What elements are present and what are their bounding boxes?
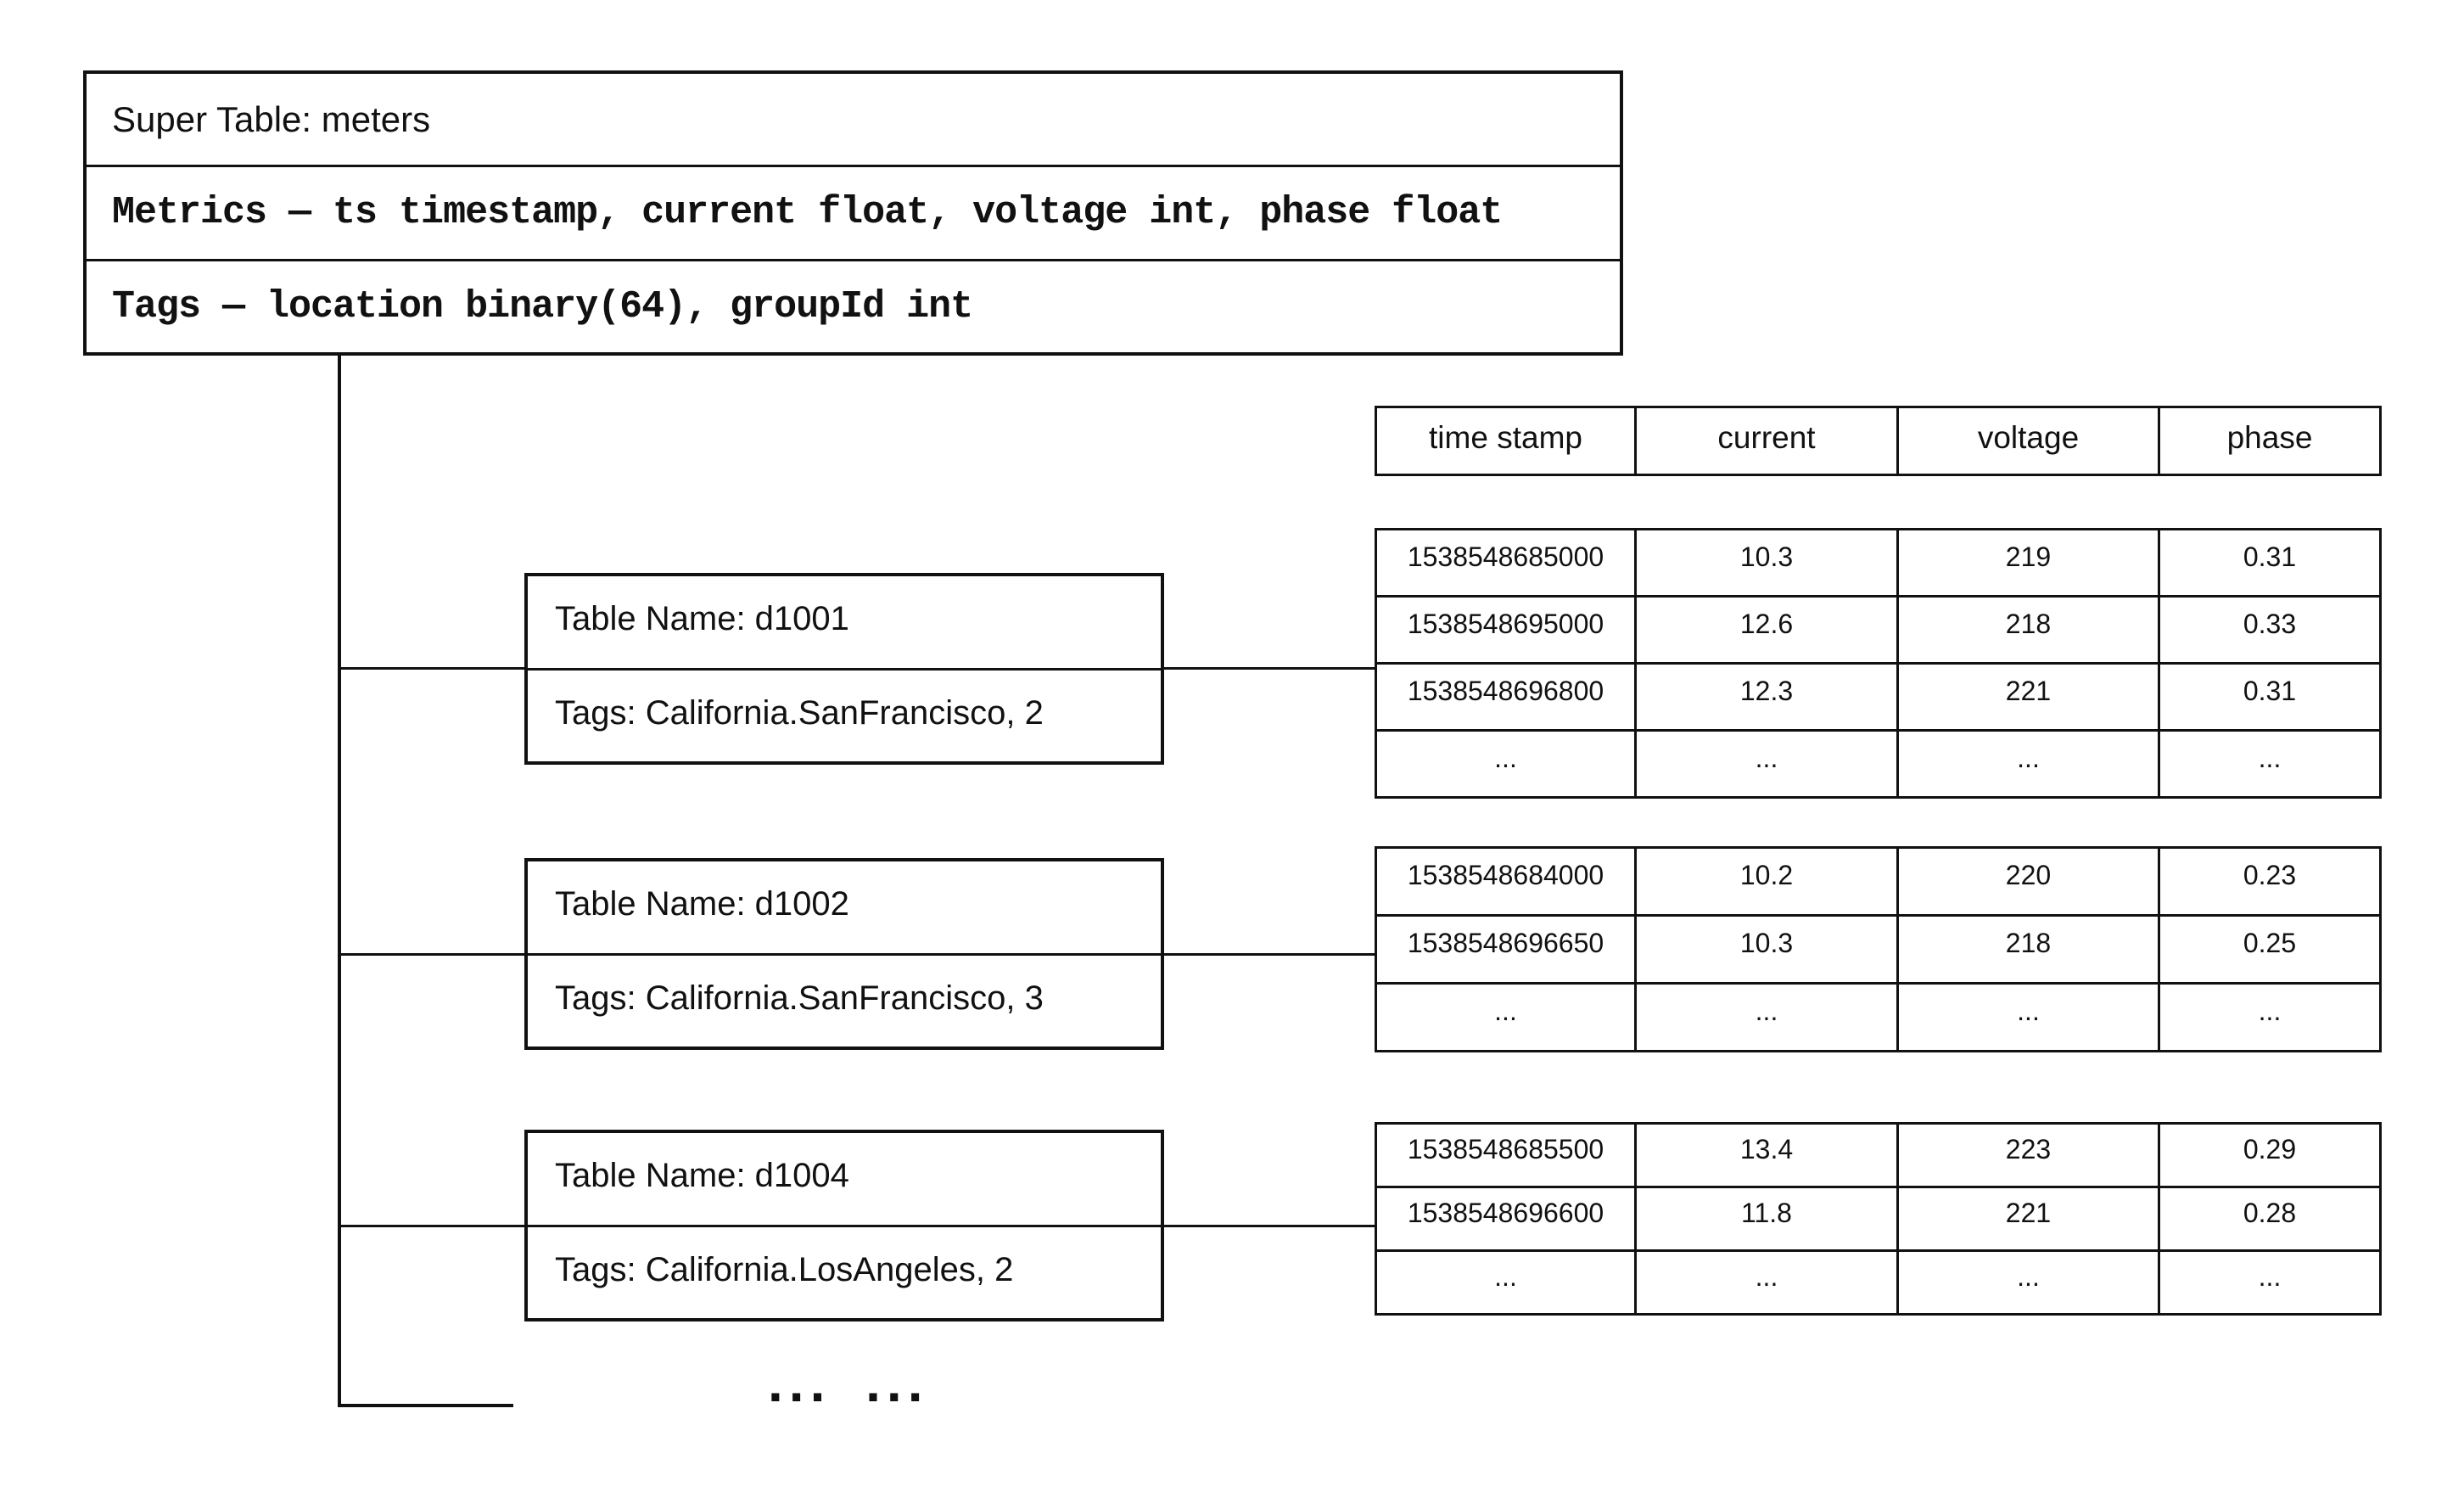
device-box-d1004 bbox=[524, 1130, 1164, 1321]
table-cell: 0.29 bbox=[2159, 1124, 2381, 1187]
device-box-d1002 bbox=[524, 858, 1164, 1050]
trunk-line bbox=[338, 356, 341, 1407]
branch-line-d1001 bbox=[341, 667, 524, 670]
table-cell: ... bbox=[1898, 984, 2159, 1052]
super-table-metrics: Metrics — ts timestamp, current float, voltage int, phase float bbox=[87, 165, 1620, 258]
table-cell: 1538548696800 bbox=[1376, 664, 1636, 731]
connector-line-d1004 bbox=[1164, 1225, 1376, 1227]
table-cell: 13.4 bbox=[1636, 1124, 1898, 1187]
table-cell: 12.3 bbox=[1636, 664, 1898, 731]
table-cell: 221 bbox=[1898, 664, 2159, 731]
device-name-label: Table Name: d1001 bbox=[528, 576, 1161, 671]
table-cell: 10.3 bbox=[1636, 530, 1898, 597]
table-cell: ... bbox=[2159, 731, 2381, 798]
table-row bbox=[1376, 916, 2381, 984]
table-cell: ... bbox=[1376, 731, 1636, 798]
table-row-ellipsis bbox=[1376, 731, 2381, 798]
table-cell: 220 bbox=[1898, 848, 2159, 916]
data-table-d1001 bbox=[1375, 528, 2382, 799]
table-cell: 11.8 bbox=[1636, 1187, 1898, 1251]
table-row bbox=[1376, 664, 2381, 731]
column-header-current: current bbox=[1636, 407, 1898, 475]
table-cell: 0.31 bbox=[2159, 664, 2381, 731]
connector-line-d1001 bbox=[1164, 667, 1376, 670]
branch-line-more-tables bbox=[338, 1404, 513, 1407]
table-cell: ... bbox=[1898, 731, 2159, 798]
branch-line-d1004 bbox=[341, 1225, 524, 1227]
table-cell: 223 bbox=[1898, 1124, 2159, 1187]
data-table-d1002 bbox=[1375, 846, 2382, 1052]
table-cell: 219 bbox=[1898, 530, 2159, 597]
table-cell: ... bbox=[1376, 984, 1636, 1052]
super-table-box bbox=[83, 70, 1623, 356]
connector-line-d1002 bbox=[1164, 953, 1376, 956]
table-cell: 0.33 bbox=[2159, 597, 2381, 664]
column-header-timestamp: time stamp bbox=[1376, 407, 1636, 475]
device-name-label: Table Name: d1004 bbox=[528, 1133, 1161, 1227]
super-table-tags: Tags — location binary(64), groupId int bbox=[87, 259, 1620, 352]
table-cell: 0.31 bbox=[2159, 530, 2381, 597]
table-cell: 1538548695000 bbox=[1376, 597, 1636, 664]
table-cell: ... bbox=[2159, 1251, 2381, 1315]
table-cell: 1538548685000 bbox=[1376, 530, 1636, 597]
table-cell: 12.6 bbox=[1636, 597, 1898, 664]
table-cell: 10.3 bbox=[1636, 916, 1898, 984]
table-cell: 1538548696650 bbox=[1376, 916, 1636, 984]
table-cell: ... bbox=[1636, 731, 1898, 798]
table-cell: 0.28 bbox=[2159, 1187, 2381, 1251]
table-row bbox=[1376, 848, 2381, 916]
header-row bbox=[1376, 407, 2381, 475]
table-cell: 218 bbox=[1898, 916, 2159, 984]
table-cell: 0.23 bbox=[2159, 848, 2381, 916]
table-cell: 0.25 bbox=[2159, 916, 2381, 984]
table-cell: 1538548685500 bbox=[1376, 1124, 1636, 1187]
column-header-voltage: voltage bbox=[1898, 407, 2159, 475]
table-cell: 218 bbox=[1898, 597, 2159, 664]
table-row bbox=[1376, 530, 2381, 597]
table-cell: 1538548684000 bbox=[1376, 848, 1636, 916]
column-header-table bbox=[1375, 406, 2382, 476]
table-cell: ... bbox=[2159, 984, 2381, 1052]
device-box-d1001 bbox=[524, 573, 1164, 765]
table-row bbox=[1376, 597, 2381, 664]
device-tags-label: Tags: California.SanFrancisco, 3 bbox=[555, 979, 1044, 1017]
table-cell: ... bbox=[1636, 1251, 1898, 1315]
device-tags-label: Tags: California.SanFrancisco, 2 bbox=[555, 693, 1044, 732]
table-row-ellipsis bbox=[1376, 1251, 2381, 1315]
super-table-title: Super Table: meters bbox=[112, 98, 431, 139]
table-cell: 221 bbox=[1898, 1187, 2159, 1251]
device-name-label: Table Name: d1002 bbox=[528, 861, 1161, 956]
branch-line-d1002 bbox=[341, 953, 524, 956]
table-row-ellipsis bbox=[1376, 984, 2381, 1052]
table-cell: ... bbox=[1376, 1251, 1636, 1315]
table-cell: ... bbox=[1636, 984, 1898, 1052]
table-cell: ... bbox=[1898, 1251, 2159, 1315]
table-row bbox=[1376, 1187, 2381, 1251]
more-tables-ellipsis: ... ... bbox=[768, 1352, 929, 1413]
table-row bbox=[1376, 1124, 2381, 1187]
device-tags-label: Tags: California.LosAngeles, 2 bbox=[555, 1250, 1014, 1288]
data-table-d1004 bbox=[1375, 1122, 2382, 1316]
table-cell: 1538548696600 bbox=[1376, 1187, 1636, 1251]
column-header-phase: phase bbox=[2159, 407, 2381, 475]
table-cell: 10.2 bbox=[1636, 848, 1898, 916]
